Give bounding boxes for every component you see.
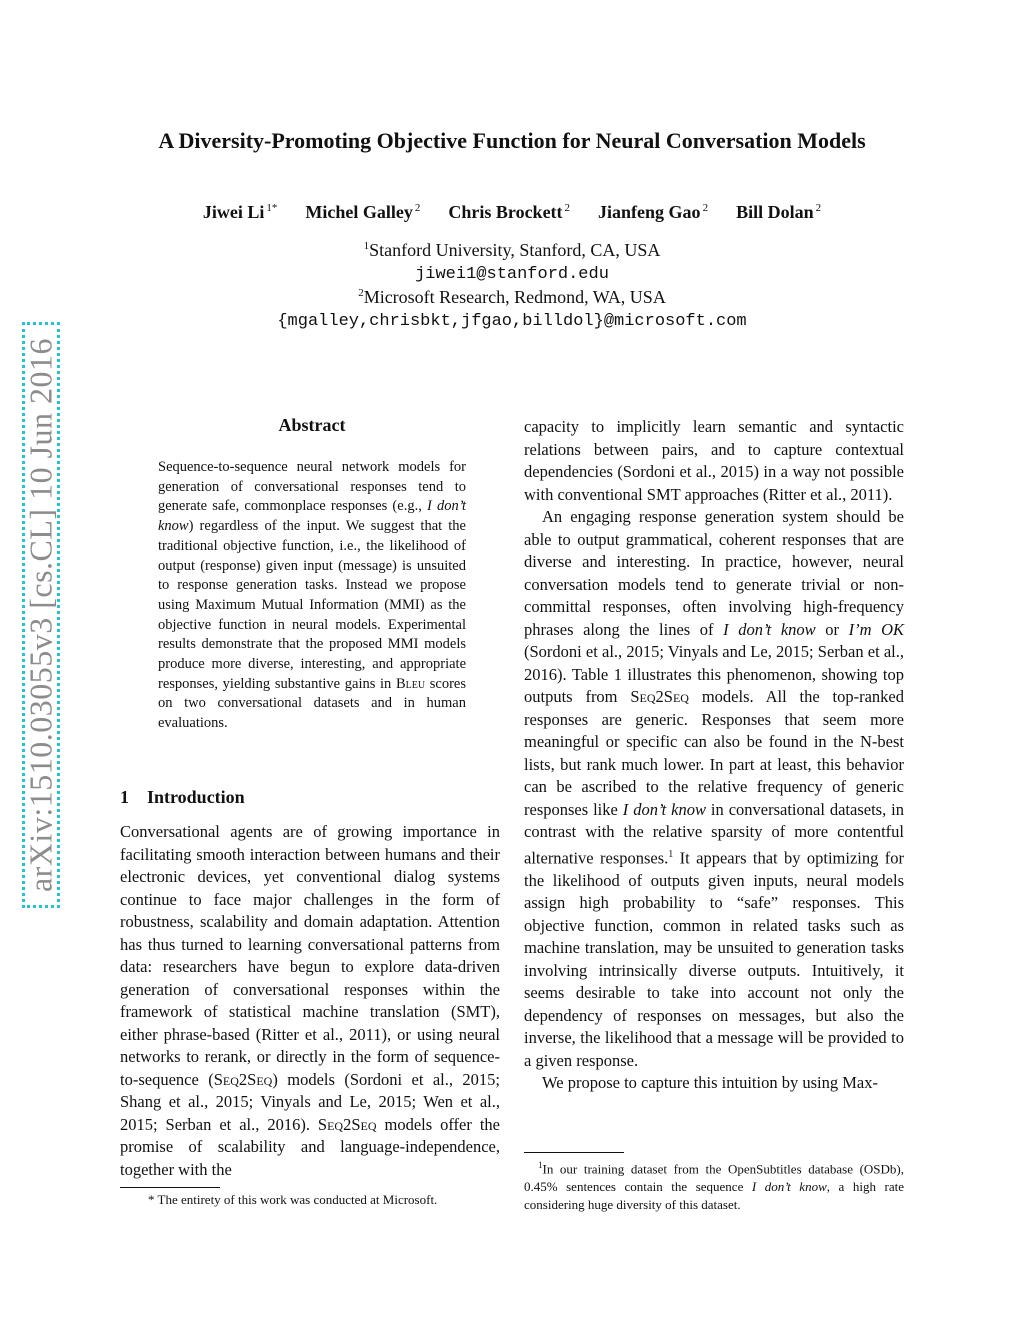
footnote-rule [524, 1152, 624, 1153]
right-column-text [524, 416, 904, 1095]
author: Chris Brockett $^2$ [448, 202, 571, 222]
footnote-left: * The entirety of this work was conducted at Microsoft. [148, 1192, 438, 1207]
affiliation-1-email: jiwei1@stanford.edu [415, 265, 609, 284]
author: Michel Galley $^2$ [305, 202, 421, 222]
paper-title: A Diversity-Promoting Objective Function for Neural Conversation Models [158, 128, 866, 153]
paragraph: capacity to implicitly learn semantic and syntactic relations between pairs, and to capture contextual dependencies (Sordoni et al., 2015) in a way not possible with conventional SMT approaches (Ritter et al., 2011). [524, 417, 904, 504]
footnote-rule [120, 1187, 220, 1188]
author: Jianfeng Gao $^2$ [598, 202, 709, 222]
affiliation-2-email: {mgalley,chrisbkt,jfgao,billdol}@microsoft.com [277, 312, 747, 331]
left-column-text [120, 821, 500, 1181]
section-heading: 1 Introduction [120, 787, 245, 807]
paragraph: An engaging response generation system should be able to output grammatical, coherent responses that are diverse and interesting. In practice, however, neural conversation models tend to generate trivial or non-committal responses, often involving high-frequency phrases along the lines of I don’t know or I’m OK (Sordoni et al., 2015; Vinyals and Le, 2015; Serban et al., 2016). Table 1 illustrates this phenomenon, showing top outputs from Seq2Seq models. All the top-ranked responses are generic. Responses that seem more meaningful or specific can also be found in the N-best lists, but rank much lower. In part at least, this behavior can be ascribed to the relative frequency of generic responses like I don’t know in conversational datasets, in contrast with the relative sparsity of more contentful alternative responses.$^1$ It appears that by optimizing for the likelihood of outputs given inputs, neural models assign high probability to “safe” responses. This objective function, common in related tasks such as machine translation, may be unsuited to generation tasks involving intrinsically diverse outputs. Intuitively, it seems desirable to take into account not only the dependency of responses on messages, but also the inverse, the likelihood that a message will be provided to a given response. [524, 507, 905, 1070]
affiliation-1: $^1$Stanford University, Stanford, CA, USA [363, 240, 661, 260]
author: Bill Dolan $^2$ [736, 202, 822, 222]
affiliation-2: $^2$Microsoft Research, Redmond, WA, USA [358, 287, 666, 307]
paragraph: We propose to capture this intuition by using Max- [542, 1073, 878, 1092]
author: Jiwei Li $^{1*}$ [202, 202, 278, 222]
abstract-body: Sequence-to-sequence neural network models for generation of conversational responses tend to generate safe, commonplace responses (e.g., I don’t know) regardless of the input. We suggest that the traditional objective function, i.e., the likelihood of output (response) given input (message) is unsuited to response generation tasks. Instead we propose using Maximum Mutual Information (MMI) as the objective function in neural models. Experimental results demonstrate that the proposed MMI models produce more diverse, interesting, and appropriate responses, yielding substantive gains in Bleu scores on two conversational datasets and in human evaluations. [158, 459, 466, 732]
footnote-right: $^1$In our training dataset from the OpenSubtitles database (OSDb), 0.45% sentences contain the sequence I don’t know, a high rate considering huge diversity of this dataset. [524, 1160, 904, 1213]
author-list [0, 202, 1024, 223]
paragraph: Conversational agents are of growing importance in facilitating smooth interaction between humans and their electronic devices, yet conventional dialog systems continue to face major challenges in the form of robustness, scalability and domain adaptation. Attention has thus turned to learning conversational patterns from data: researchers have begun to explore data-driven generation of conversational responses within the framework of statistical machine translation (SMT), either phrase-based (Ritter et al., 2011), or using neural networks to rerank, or directly in the form of sequence-to-sequence (Seq2Seq) models (Sordoni et al., 2015; Shang et al., 2015; Vinyals and Le, 2015; Wen et al., 2015; Serban et al., 2016). Seq2Seq models offer the promise of scalability and language-independence, together with the [120, 822, 500, 1179]
arxiv-identifier: arXiv:1510.03055v3 [cs.CL] 10 Jun 2016 [22, 337, 59, 893]
abstract-heading: Abstract [278, 415, 346, 435]
